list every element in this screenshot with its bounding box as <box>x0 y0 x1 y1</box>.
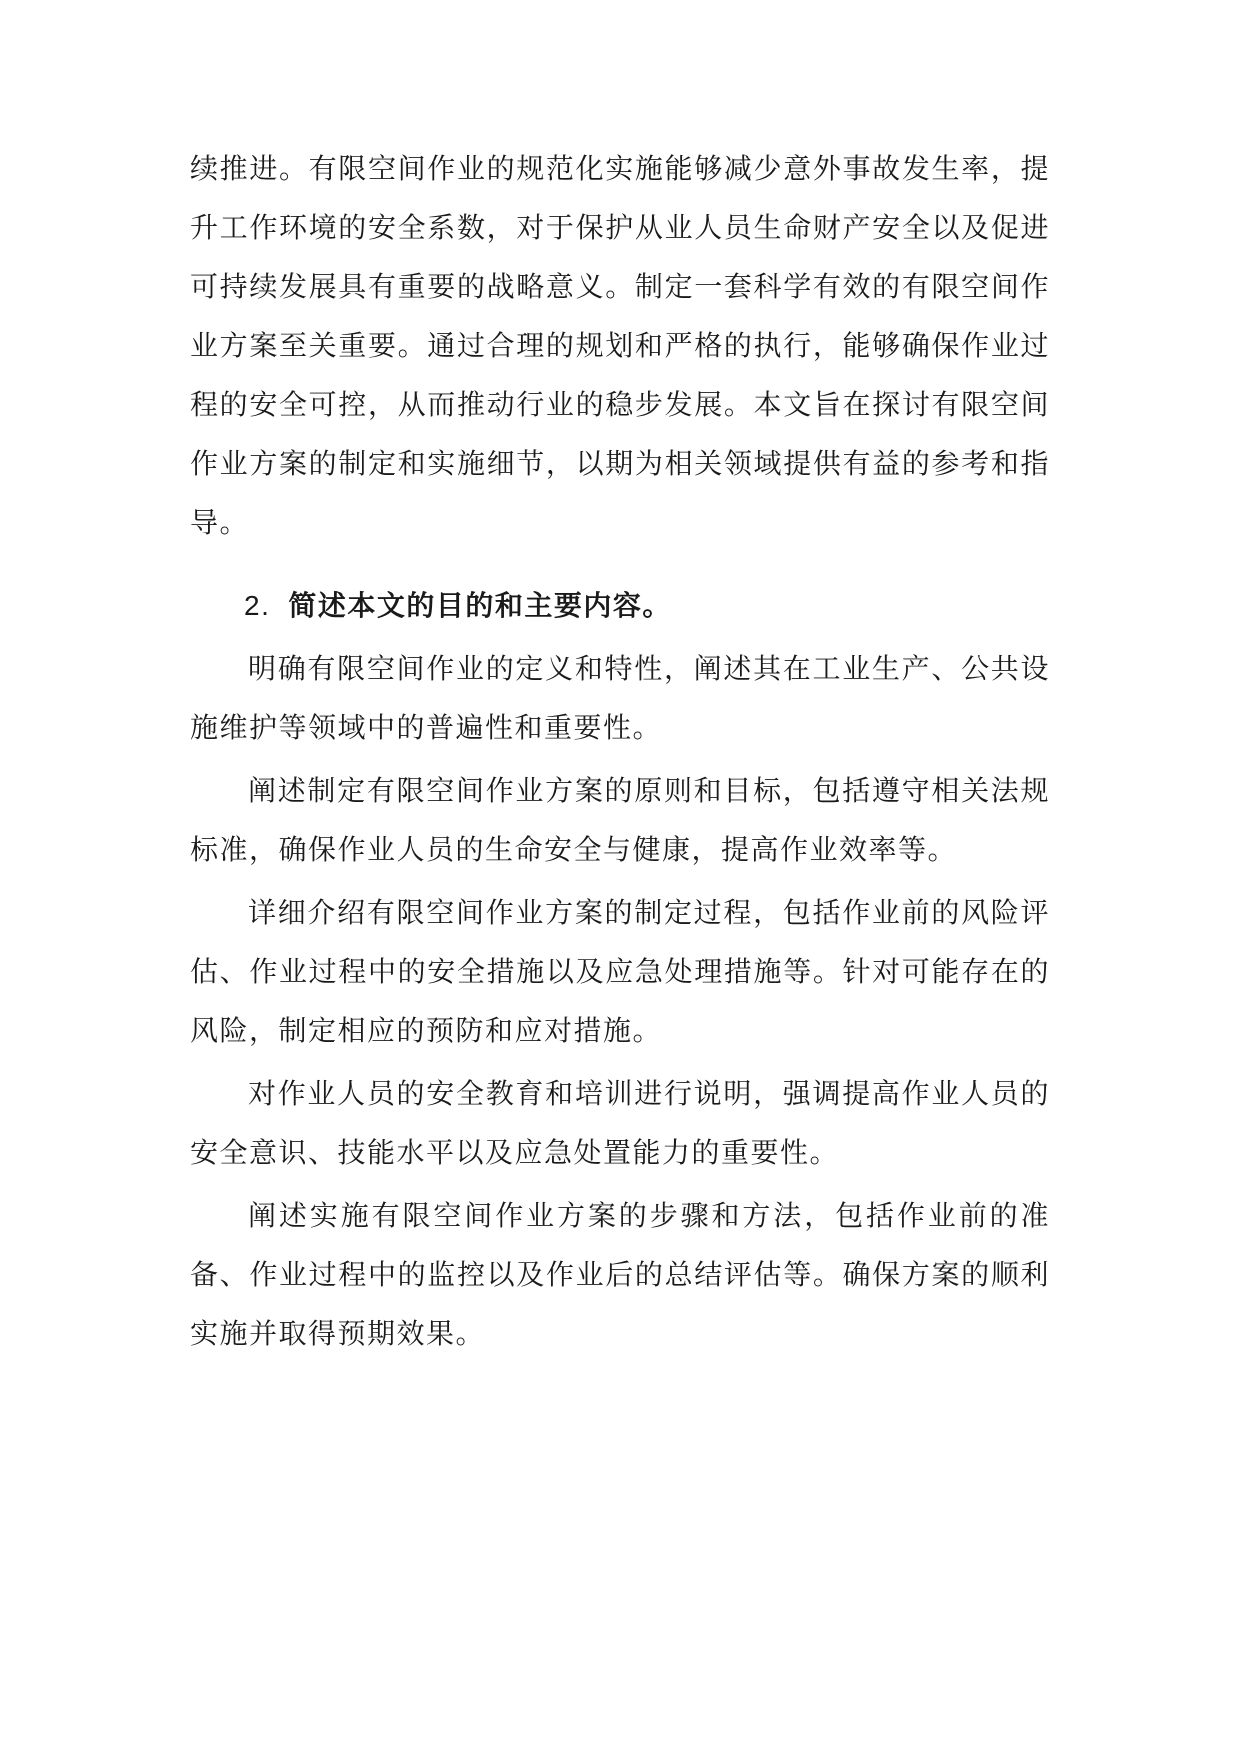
body-paragraph-definition: 明确有限空间作业的定义和特性，阐述其在工业生产、公共设施维护等领域中的普遍性和重要性。 <box>190 652 1050 744</box>
body-paragraph-process: 详细介绍有限空间作业方案的制定过程，包括作业前的风险评估、作业过程中的安全措施以及应急处理措施等。针对可能存在的风险，制定相应的预防和应对措施。 <box>190 896 1050 1047</box>
body-paragraph-training: 对作业人员的安全教育和培训进行说明，强调提高作业人员的安全意识、技能水平以及应急处置能力的重要性。 <box>190 1077 1050 1169</box>
body-paragraph-principles: 阐述制定有限空间作业方案的原则和目标，包括遵守相关法规标准，确保作业人员的生命安全与健康，提高作业效率等。 <box>190 774 1050 866</box>
intro-paragraph: 续推进。有限空间作业的规范化实施能够减少意外事故发生率，提升工作环境的安全系数，对于保护从业人员生命财产安全以及促进可持续发展具有重要的战略意义。制定一套科学有效的有限空间作业方案至关重要。通过合理的规划和严格的执行，能够确保作业过程的安全可控，从而推动行业的稳步发展。本文旨在探讨有限空间作业方案的制定和实施细节，以期为相关领域提供有益的参考和指导。 <box>190 152 1050 539</box>
section-number: 2. <box>244 590 271 621</box>
body-paragraph-implementation: 阐述实施有限空间作业方案的步骤和方法，包括作业前的准备、作业过程中的监控以及作业后的总结评估等。确保方案的顺利实施并取得预期效果。 <box>190 1199 1050 1350</box>
section-heading <box>190 576 1050 635</box>
section-title: 简述本文的目的和主要内容。 <box>288 589 672 622</box>
document-body <box>190 139 1050 1363</box>
